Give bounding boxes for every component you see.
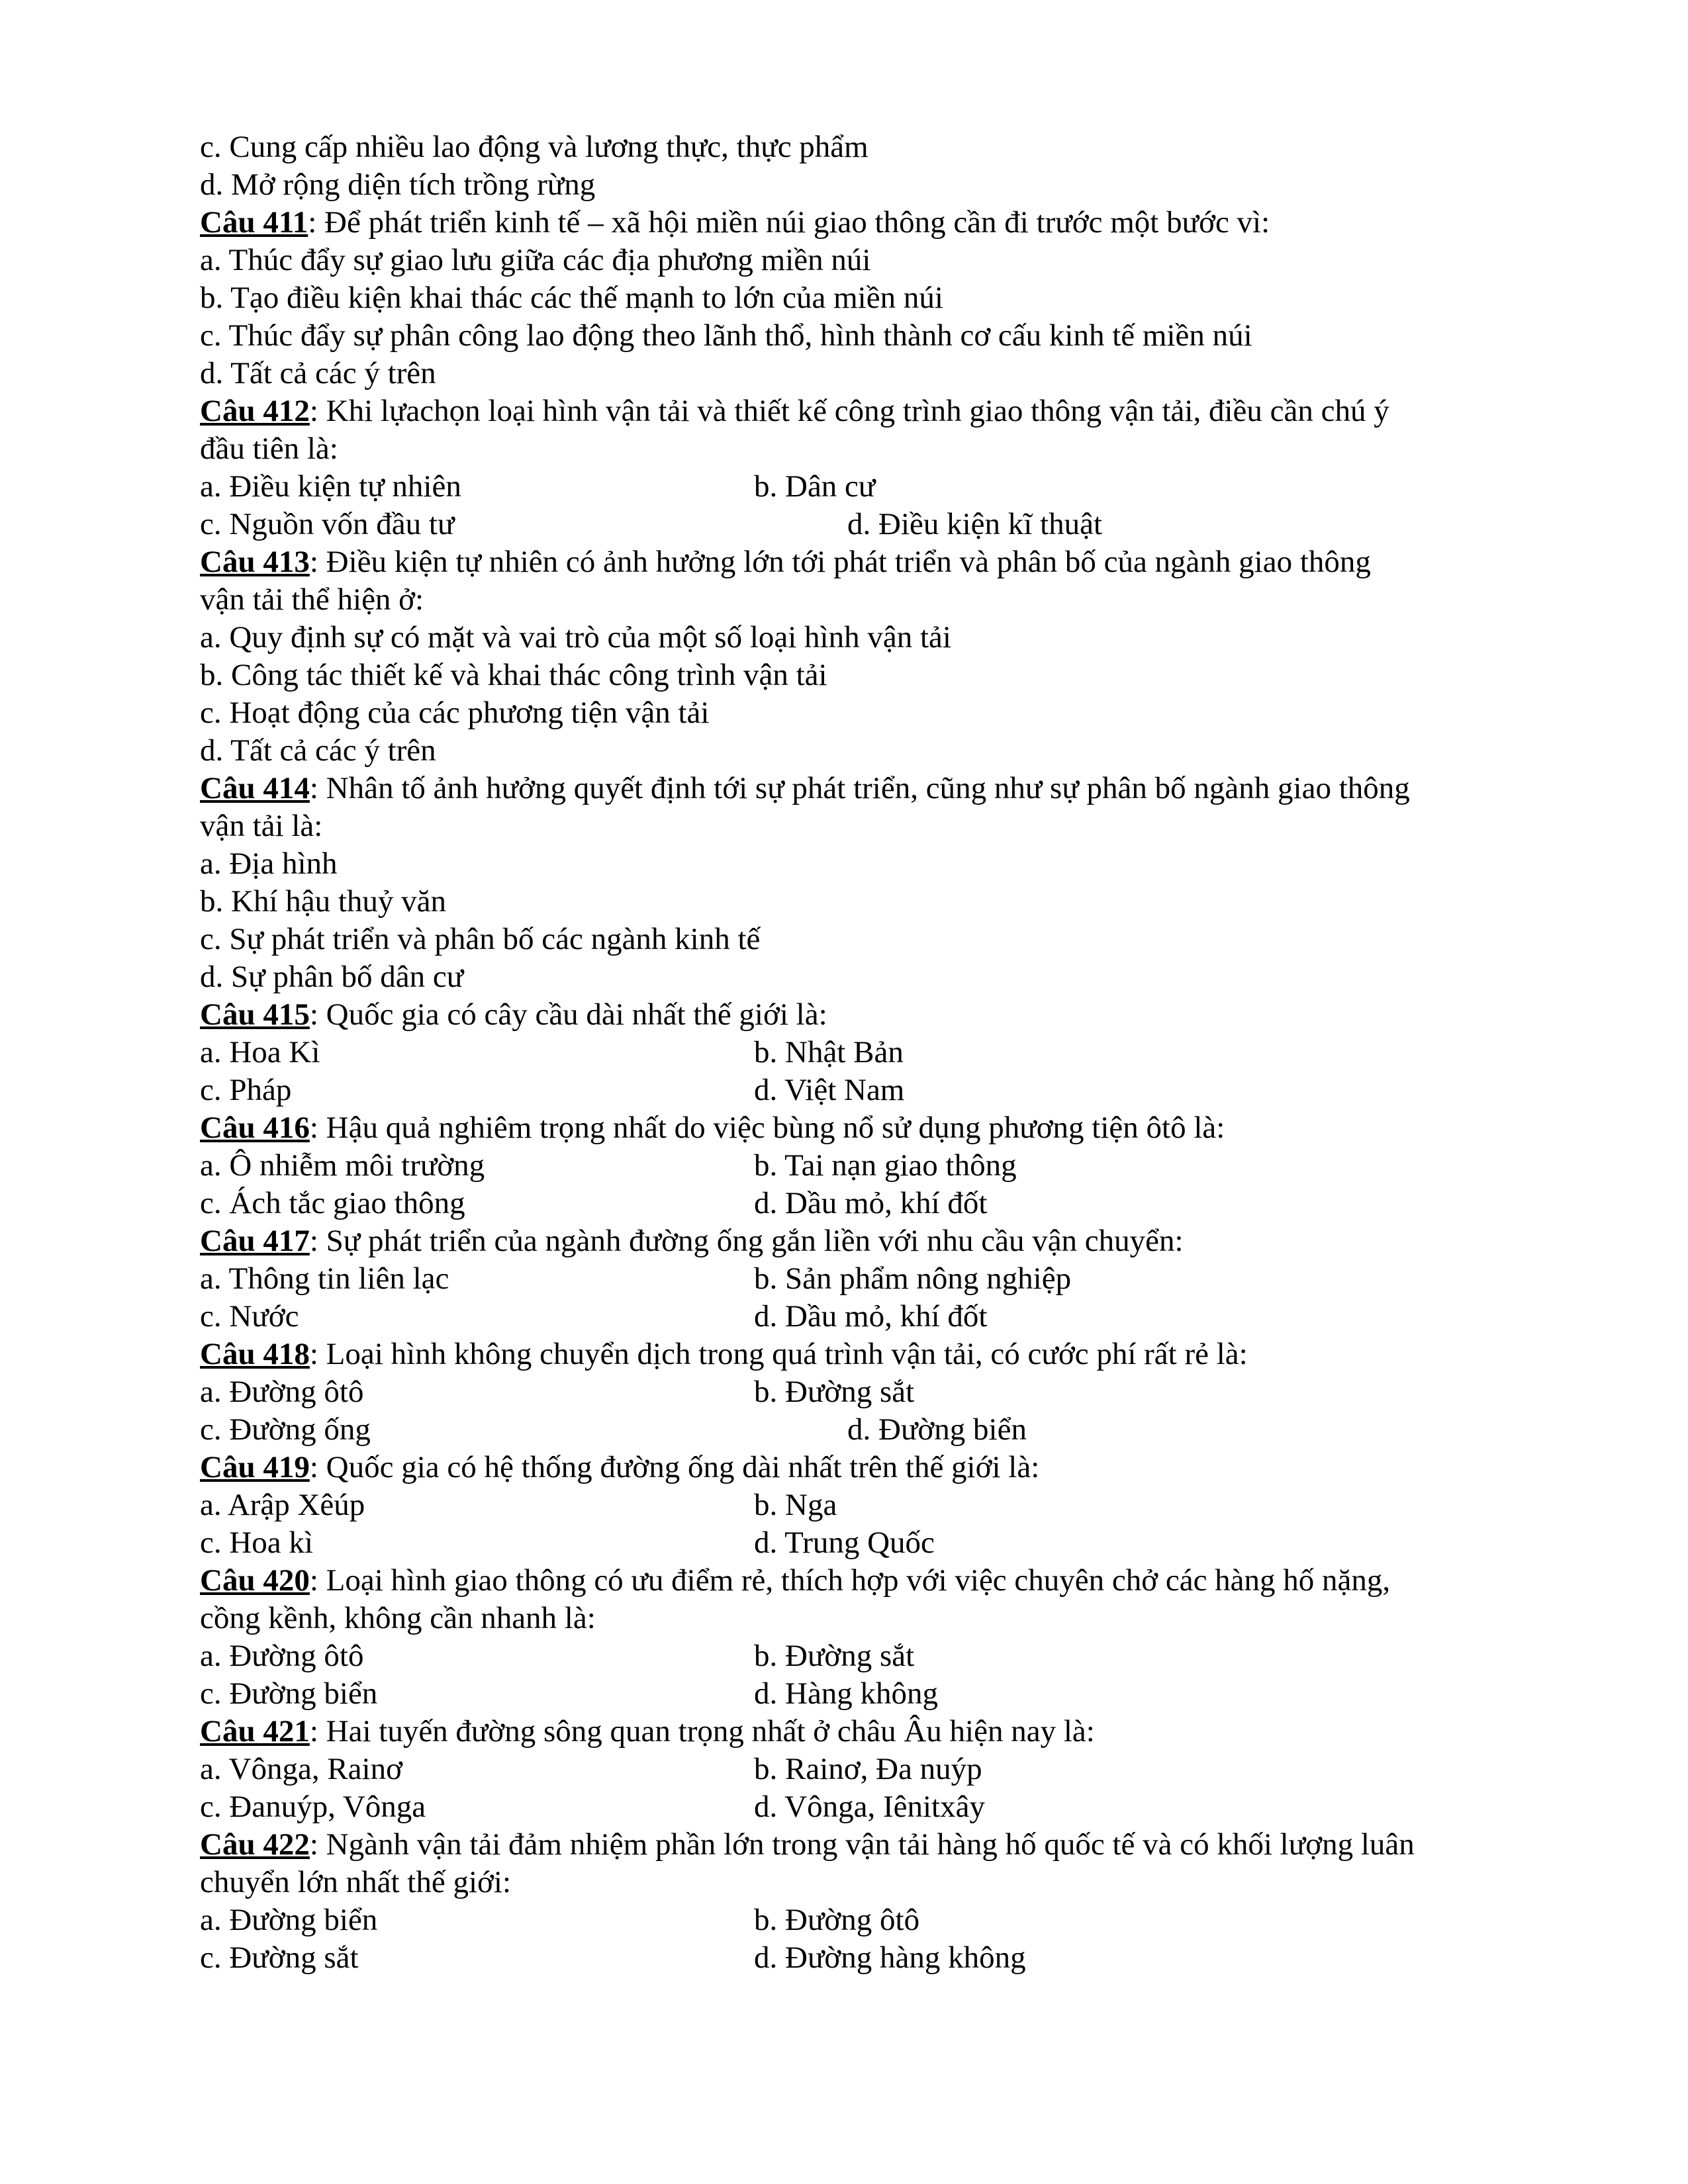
question-text: : Quốc gia có hệ thống đường ống dài nhất trên thế giới là: <box>309 1450 1040 1484</box>
option-c: c. Đường biển <box>200 1676 378 1711</box>
option-line: b. Khí hậu thuỷ văn <box>200 884 447 919</box>
option-line: d. Sự phân bố dân cư <box>200 960 464 994</box>
option-d: d. Dầu mỏ, khí đốt <box>754 1299 988 1334</box>
question-414 <box>200 769 1410 807</box>
option-line: c. Cung cấp nhiều lao động và lương thực, thực phẩm <box>200 130 868 164</box>
question-continuation: vận tải là: <box>200 809 323 843</box>
question-416 <box>200 1109 1225 1147</box>
option-d: d. Vônga, Iênitxây <box>754 1790 985 1824</box>
question-number: Câu 418 <box>200 1337 310 1371</box>
option-c: c. Đường ống <box>200 1412 371 1447</box>
option-a: a. Vônga, Rainơ <box>200 1752 402 1786</box>
option-line: c. Thúc đẩy sự phân công lao động theo lãnh thổ, hình thành cơ cấu kinh tế miền núi <box>200 318 1252 353</box>
option-c: c. Nguồn vốn đầu tư <box>200 507 455 541</box>
option-line: c. Hoạt động của các phương tiện vận tải <box>200 696 710 730</box>
question-418 <box>200 1335 1248 1373</box>
option-line: a. Quy định sự có mặt và vai trò của một số loại hình vận tải <box>200 620 951 655</box>
question-number: Câu 416 <box>200 1111 310 1145</box>
question-number: Câu 421 <box>200 1714 310 1749</box>
option-c: c. Đường sắt <box>200 1940 359 1975</box>
option-a: a. Ô nhiễm môi trường <box>200 1148 485 1183</box>
option-d: d. Dầu mỏ, khí đốt <box>754 1186 988 1220</box>
question-number: Câu 420 <box>200 1563 310 1598</box>
question-number: Câu 414 <box>200 771 310 805</box>
option-b: b. Rainơ, Đa nuýp <box>754 1752 982 1786</box>
option-line: b. Công tác thiết kế và khai thác công trình vận tải <box>200 658 827 692</box>
option-d: d. Đường hàng không <box>754 1940 1026 1975</box>
question-number: Câu 412 <box>200 394 310 428</box>
option-a: a. Đường ôtô <box>200 1375 364 1409</box>
option-line: d. Tất cả các ý trên <box>200 356 436 390</box>
option-d: d. Đường biển <box>847 1412 1027 1447</box>
option-c: c. Đanuýp, Vônga <box>200 1790 426 1824</box>
option-c: c. Hoa kì <box>200 1525 313 1560</box>
question-number: Câu 417 <box>200 1224 310 1258</box>
question-text: : Điều kiện tự nhiên có ảnh hưởng lớn tới phát triển và phân bố của ngành giao thông <box>309 545 1371 579</box>
question-text: : Loại hình giao thông có ưu điểm rẻ, thích hợp với việc chuyên chở các hàng hố nặng, <box>309 1563 1391 1598</box>
question-number: Câu 419 <box>200 1450 310 1484</box>
question-412 <box>200 392 1389 430</box>
question-text: : Hậu quả nghiêm trọng nhất do việc bùng nổ sử dụng phương tiện ôtô là: <box>309 1111 1225 1145</box>
question-number: Câu 422 <box>200 1827 310 1862</box>
question-text: : Ngành vận tải đảm nhiệm phần lớn trong vận tải hàng hố quốc tế và có khối lượng luân <box>309 1827 1415 1862</box>
option-b: b. Đường sắt <box>754 1375 915 1409</box>
option-b: b. Đường ôtô <box>754 1903 920 1937</box>
option-line: a. Địa hình <box>200 846 338 881</box>
option-a: a. Đường biển <box>200 1903 378 1937</box>
question-continuation: vận tải thể hiện ở: <box>200 582 424 617</box>
option-d: d. Hàng không <box>754 1676 939 1711</box>
question-number: Câu 413 <box>200 545 310 579</box>
question-continuation: đầu tiên là: <box>200 432 338 466</box>
option-d: d. Trung Quốc <box>754 1525 935 1560</box>
option-c: c. Pháp <box>200 1073 292 1107</box>
option-b: b. Tai nạn giao thông <box>754 1148 1017 1183</box>
question-text: : Để phát triển kinh tế – xã hội miền núi giao thông cần đi trước một bước vì: <box>308 205 1270 240</box>
question-411 <box>200 203 1270 242</box>
question-number: Câu 415 <box>200 997 310 1032</box>
option-line: a. Thúc đẩy sự giao lưu giữa các địa phương miền núi <box>200 243 871 277</box>
option-d: d. Việt Nam <box>754 1073 905 1107</box>
option-b: b. Sản phẩm nông nghiệp <box>754 1261 1072 1296</box>
option-b: b. Nhật Bản <box>754 1035 904 1069</box>
option-line: d. Mở rộng diện tích trồng rừng <box>200 167 596 202</box>
question-number: Câu 411 <box>200 205 308 240</box>
question-text: : Hai tuyến đường sông quan trọng nhất ở châu Âu hiện nay là: <box>309 1714 1095 1749</box>
option-line: d. Tất cả các ý trên <box>200 733 436 768</box>
question-text: : Nhân tố ảnh hưởng quyết định tới sự phát triển, cũng như sự phân bố ngành giao thông <box>309 771 1410 805</box>
question-415 <box>200 995 827 1034</box>
option-b: b. Nga <box>754 1488 837 1522</box>
option-b: b. Đường sắt <box>754 1639 915 1673</box>
option-d: d. Điều kiện kĩ thuật <box>847 507 1103 541</box>
question-continuation: chuyển lớn nhất thế giới: <box>200 1865 511 1899</box>
option-a: a. Điều kiện tự nhiên <box>200 469 461 504</box>
question-continuation: cồng kềnh, không cần nhanh là: <box>200 1601 596 1635</box>
option-line: b. Tạo điều kiện khai thác các thế mạnh to lớn của miền núi <box>200 281 943 315</box>
option-a: a. Thông tin liên lạc <box>200 1261 449 1296</box>
question-text: : Khi lựachọn loại hình vận tải và thiết kế công trình giao thông vận tải, điều cần chú ý <box>309 394 1389 428</box>
option-c: c. Ách tắc giao thông <box>200 1186 465 1220</box>
option-b: b. Dân cư <box>754 469 876 504</box>
question-419 <box>200 1448 1039 1486</box>
question-413 <box>200 543 1371 581</box>
option-a: a. Arập Xêúp <box>200 1488 365 1522</box>
question-422 <box>200 1825 1415 1864</box>
option-a: a. Hoa Kì <box>200 1035 320 1069</box>
question-text: : Quốc gia có cây cầu dài nhất thế giới là: <box>309 997 827 1032</box>
question-420 <box>200 1561 1390 1600</box>
option-c: c. Nước <box>200 1299 299 1334</box>
option-line: c. Sự phát triển và phân bố các ngành kinh tế <box>200 922 761 956</box>
question-417 <box>200 1222 1184 1260</box>
question-text: : Sự phát triển của ngành đường ống gắn liền với nhu cầu vận chuyển: <box>309 1224 1184 1258</box>
question-421 <box>200 1712 1095 1751</box>
option-a: a. Đường ôtô <box>200 1639 364 1673</box>
question-text: : Loại hình không chuyển dịch trong quá trình vận tải, có cước phí rất rẻ là: <box>309 1337 1248 1371</box>
